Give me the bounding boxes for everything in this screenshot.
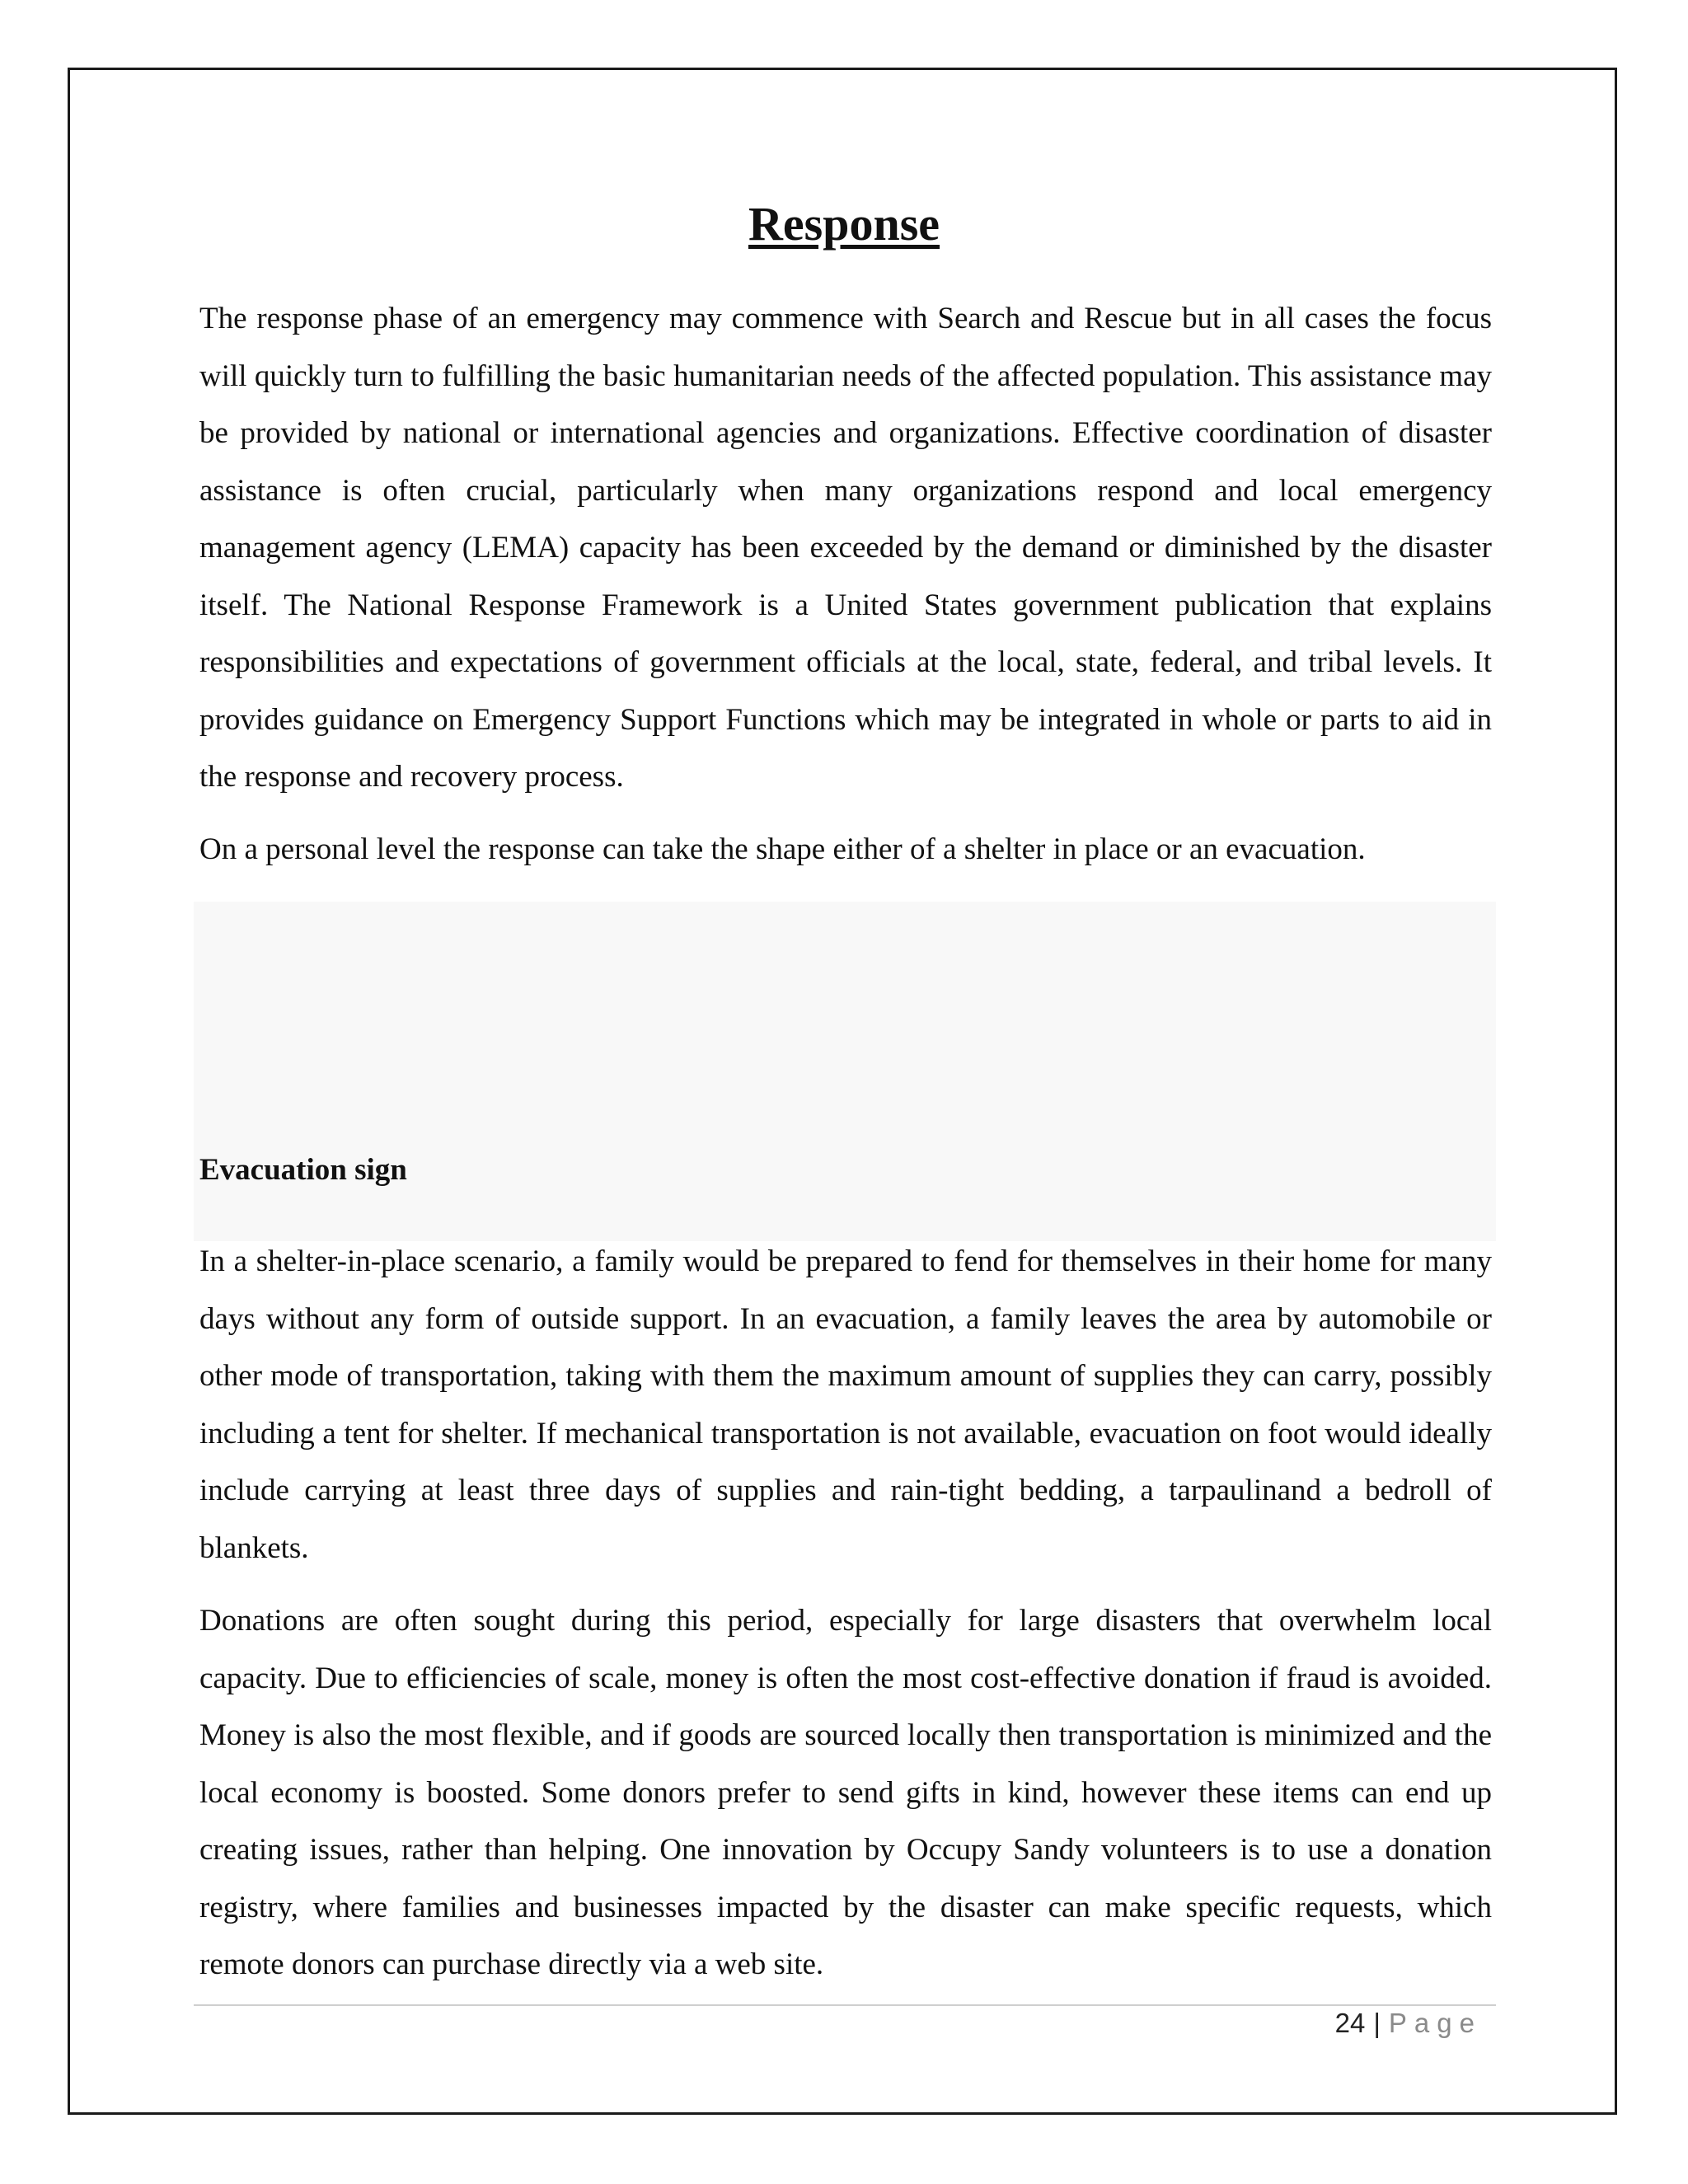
evacuation-sign-image-placeholder <box>194 902 1496 1241</box>
footer-separator: | <box>1373 2008 1381 2038</box>
footer-divider <box>194 2004 1496 2006</box>
page-footer <box>1335 2008 1482 2039</box>
page-title: Response <box>748 197 940 251</box>
page-label: Page <box>1388 2008 1482 2038</box>
paragraph-response-intro: The response phase of an emergency may commence with Search and Rescue but in all cases the focus will quickly turn to fulfilling the basic humanitarian needs of the affected population. This assistance may be provided by national or international agencies and organizations. Effective coordination of disaster assistance is often crucial, particularly when many organizations respond and local emergency management agency (LEMA) capacity has been exceeded by the demand or diminished by the disaster itself. The National Response Framework is a United States government publication that explains responsibilities and expectations of government officials at the local, state, federal, and tribal levels. It provides guidance on Emergency Support Functions which may be integrated in whole or parts to aid in the response and recovery process. <box>199 302 1492 794</box>
paragraph-shelter-evacuation: In a shelter-in-place scenario, a family would be prepared to fend for themselves in their home for many days without any form of outside support. In an evacuation, a family leaves the area by automobile or other mode of transportation, taking with them the maximum amount of supplies they can carry, possibly including a tent for shelter. If mechanical transportation is not available, evacuation on foot would ideally include carrying at least three days of supplies and rain-tight bedding, a tarpaulinand a bedroll of blankets. <box>199 1244 1492 1565</box>
figure-caption: Evacuation sign <box>199 1153 407 1187</box>
page-number: 24 <box>1334 2008 1366 2038</box>
paragraph-donations: Donations are often sought during this period, especially for large disasters that overwhelm local capacity. Due to efficiencies of scale, money is often the most cost-effective donation if fraud is avoided. Money is also the most flexible, and if goods are sourced locally then transportation is minimized and the local economy is boosted. Some donors prefer to send gifts in kind, however these items can end up creating issues, rather than helping. One innovation by Occupy Sandy volunteers is to use a donation registry, where families and businesses impacted by the disaster can make specific requests, which remote donors can purchase directly via a web site. <box>199 1604 1492 1981</box>
paragraph-personal-level: On a personal level the response can take the shape either of a shelter in place or an evacuation. <box>199 832 1366 866</box>
